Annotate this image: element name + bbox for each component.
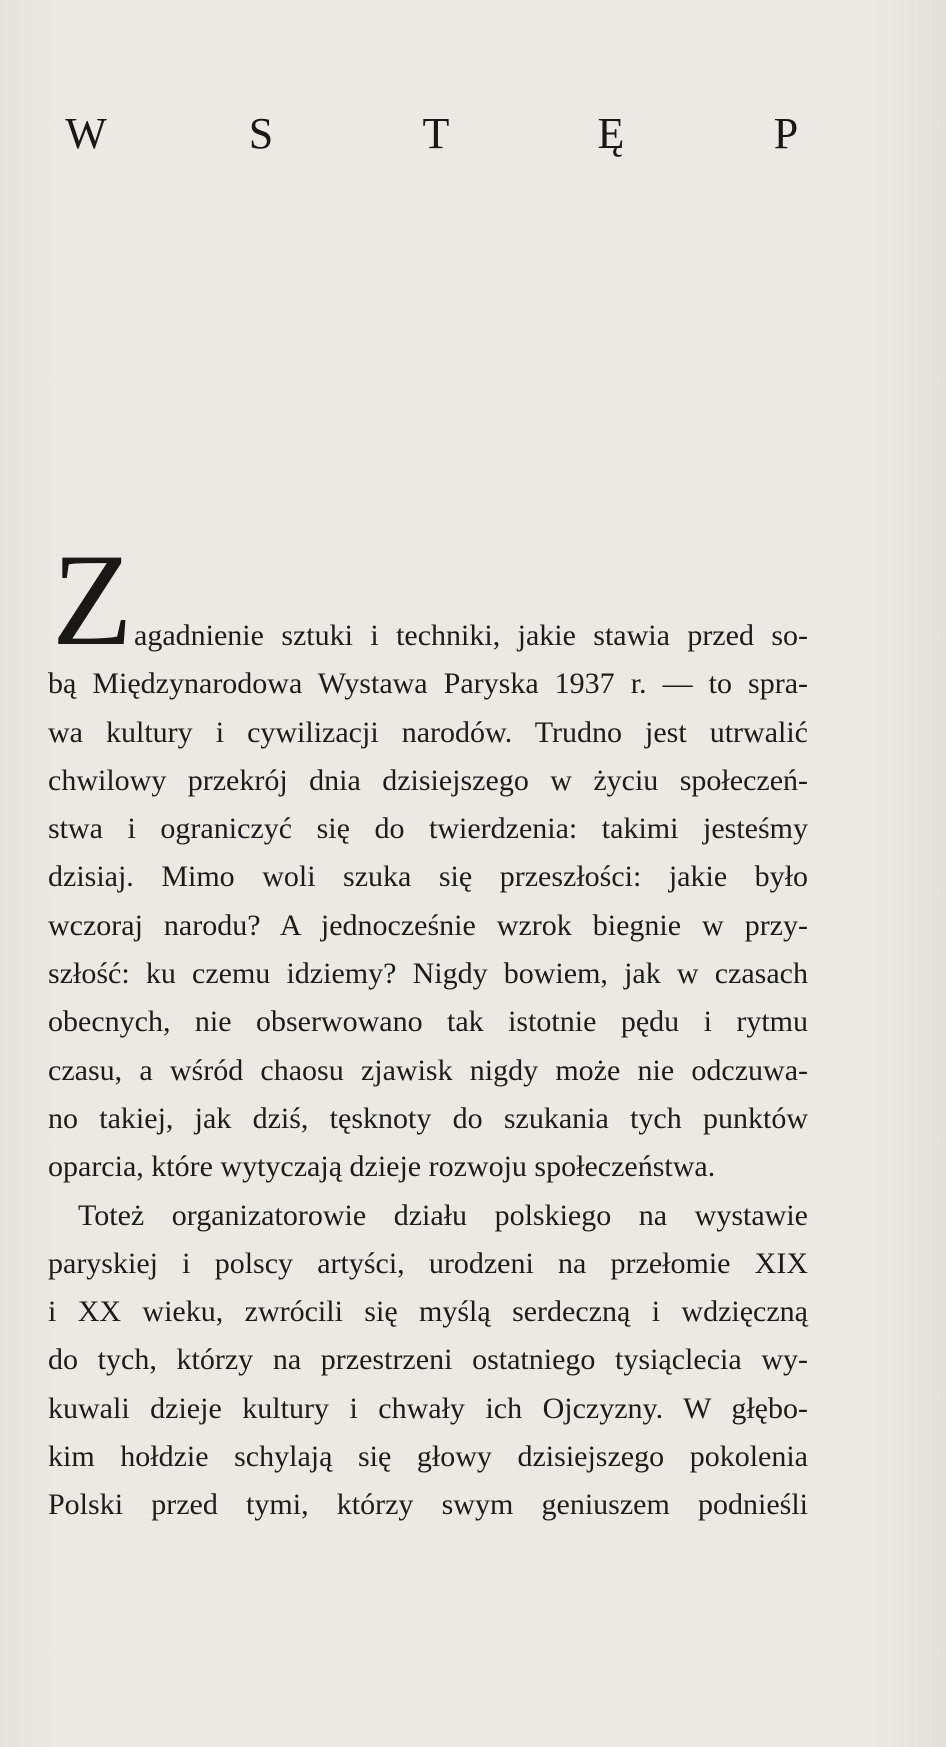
- text-line: i XX wieku, zwrócili się myślą serdeczną i wdzięczną: [48, 1295, 808, 1329]
- text-line: do tych, którzy na przestrzeni ostatniego tysiąclecia wy-: [48, 1343, 808, 1377]
- heading-letter: T: [422, 109, 450, 158]
- text-line: no takiej, jak dziś, tęsknoty do szukania tych punktów: [48, 1101, 808, 1135]
- heading-letter: Ę: [597, 109, 625, 158]
- heading-letter: W: [65, 109, 107, 158]
- text-line: kuwali dzieje kultury i chwały ich Ojczyzny. W głębo-: [48, 1391, 808, 1425]
- text-line: wczoraj narodu? A jednocześnie wzrok biegnie w przy-: [48, 908, 808, 942]
- text-line: obecnych, nie obserwowano tak istotnie pędu i rytmu: [48, 1005, 808, 1039]
- text-line: paryskiej i polscy artyści, urodzeni na przełomie XIX: [48, 1246, 808, 1280]
- heading-letter: S: [248, 109, 274, 158]
- text-line: szłość: ku czemu idziemy? Nigdy bowiem, jak w czasach: [48, 957, 808, 991]
- chapter-heading: [56, 108, 816, 159]
- text-line: dzisiaj. Mimo woli szuka się przeszłości: jakie było: [48, 860, 808, 894]
- text-line: wa kultury i cywilizacji narodów. Trudno jest utrwalić: [48, 715, 808, 749]
- text-line: czasu, a wśród chaosu zjawisk nigdy może nie odczuwa-: [48, 1053, 808, 1087]
- text-line: Polski przed tymi, którzy swym geniuszem podnieśli: [48, 1488, 808, 1522]
- text-line: stwa i ograniczyć się do twierdzenia: takimi jesteśmy: [48, 812, 808, 846]
- text-line: chwilowy przekrój dnia dzisiejszego w życiu społeczeń-: [48, 763, 808, 797]
- text-line: Toteż organizatorowie działu polskiego na wystawie: [78, 1198, 808, 1232]
- paragraph-2: [48, 1192, 808, 1530]
- body-text: [48, 526, 808, 1530]
- drop-cap: Z: [52, 526, 133, 673]
- paragraph-1: [48, 526, 808, 1192]
- text-line: oparcia, które wytyczają dzieje rozwoju społeczeństwa.: [48, 1150, 716, 1184]
- heading-letter: P: [773, 109, 799, 158]
- text-line: agadnienie sztuki i techniki, jakie stawia przed so-: [134, 619, 808, 652]
- text-line: kim hołdzie schylają się głowy dzisiejszego pokolenia: [48, 1440, 808, 1474]
- text-line: bą Międzynarodowa Wystawa Paryska 1937 r. — to spra-: [48, 667, 808, 701]
- first-line-with-dropcap: [48, 526, 808, 673]
